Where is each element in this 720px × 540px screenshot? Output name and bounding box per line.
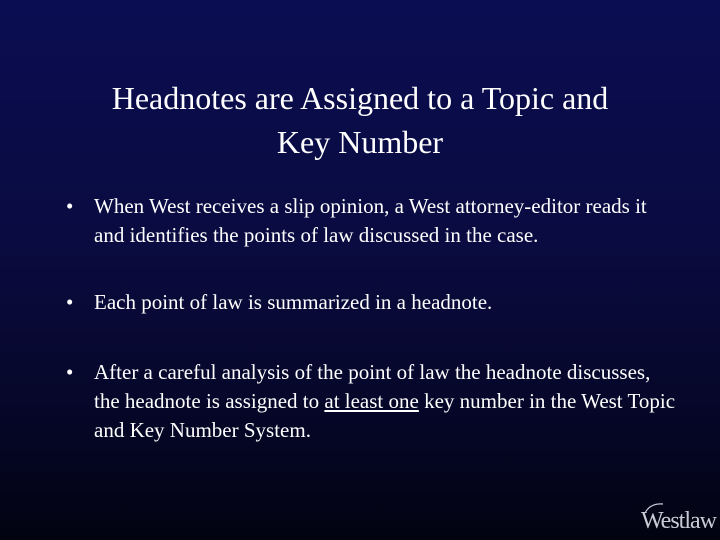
bullet-text-1: When West receives a slip opinion, a West attorney-editor reads it and identifies the points of law discussed in the case. <box>94 194 647 247</box>
bullet-dot: • <box>66 194 74 218</box>
emphasis-at-least-one: at least one <box>324 389 419 413</box>
slide-title <box>40 76 680 164</box>
westlaw-logo <box>642 502 716 536</box>
bullet-item-2 <box>60 288 680 317</box>
bullet-text-3-after: key number in the West Topic and Key Number System. <box>94 389 676 442</box>
bullet-dot: • <box>66 290 74 314</box>
slide-title-line-1: Headnotes are Assigned to a Topic and <box>111 80 609 117</box>
bullet-item-3 <box>60 358 680 445</box>
bullet-text-3 <box>94 360 675 442</box>
bullet-item-1 <box>60 192 680 250</box>
bullet-list <box>60 192 680 445</box>
logo-text: Westlaw <box>640 508 716 534</box>
bullet-dot: • <box>66 360 74 384</box>
slide-title-line-2: Key Number <box>276 124 444 161</box>
bullet-text-3-before: After a careful analysis of the point of law the headnote discusses, the headnote is assigned to <box>94 360 651 413</box>
bullet-text-2: Each point of law is summarized in a headnote. <box>94 290 493 314</box>
